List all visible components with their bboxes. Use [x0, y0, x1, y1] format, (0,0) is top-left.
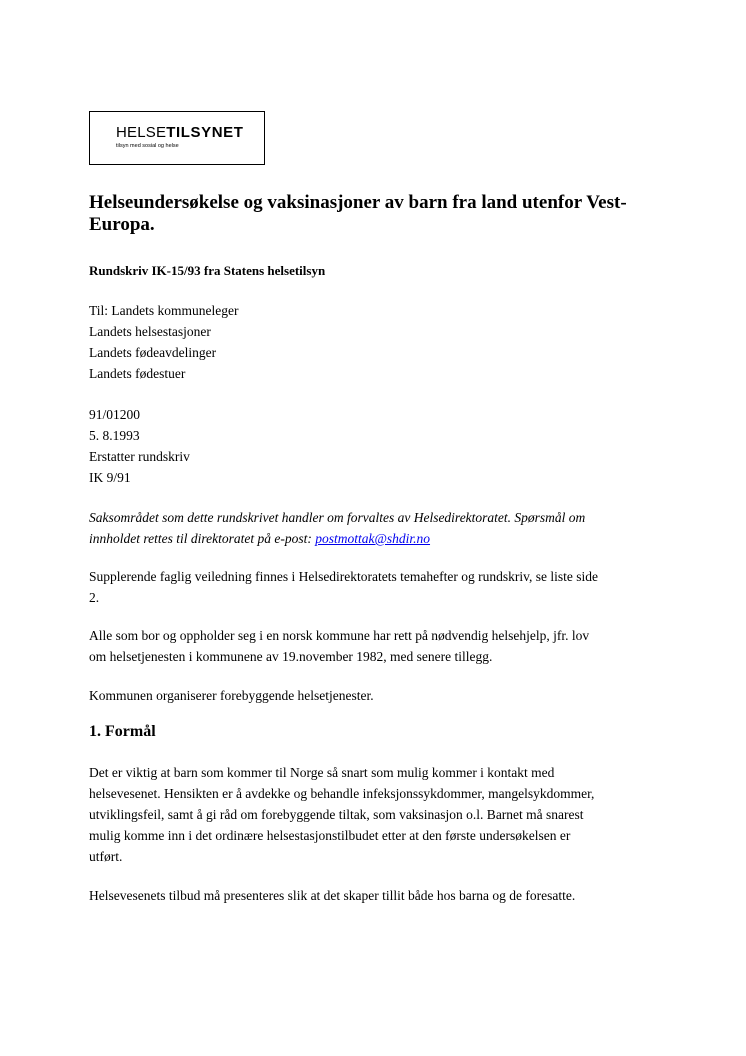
notice-prefix: innholdet rettes til direktoratet på e-post: [89, 531, 316, 546]
paragraph-line: Det er viktig at barn som kommer til Norge så snart som mulig kommer i kontakt med [89, 765, 555, 780]
email-link[interactable]: postmottak@shdir.no [315, 531, 431, 546]
paragraph-line: Alle som bor og oppholder seg i en norsk kommune har rett på nødvendig helsehjelp, jfr. lov [89, 628, 590, 643]
reference-number: 91/01200 [89, 407, 141, 422]
paragraph-line: Helsevesenets tilbud må presenteres slik at det skaper tillit både hos barna og de foresatte. [89, 888, 576, 903]
logo-tagline: tilsyn med sosial og helse [116, 143, 179, 149]
document-subtitle: Rundskriv IK-15/93 fra Statens helsetilsyn [89, 263, 326, 278]
recipient-line: Til: Landets kommuneleger [89, 303, 239, 318]
recipient-line: Landets fødestuer [89, 366, 186, 381]
helsetilsynet-logo [89, 111, 265, 165]
section-paragraph-trust [89, 885, 575, 906]
logo-word-thin: HELSE [116, 124, 167, 141]
reference-block [89, 404, 190, 488]
logo-word-bold: TILSYNET [166, 124, 244, 141]
paragraph-line: Kommunen organiserer forebyggende helsetjenester. [89, 688, 374, 703]
paragraph-line: 2. [89, 590, 100, 605]
paragraph-line: helsevesenet. Hensikten er å avdekke og behandle infeksjonssykdommer, mangelsykdommer, [89, 786, 595, 801]
logo-wordmark [116, 124, 244, 141]
paragraph-rights [89, 625, 589, 667]
paragraph-line: mulig komme inn i det ordinære helsestasjonstilbudet etter at den første undersøkelsen er [89, 828, 571, 843]
document-date: 5. 8.1993 [89, 428, 140, 443]
paragraph-line: utviklingsfeil, samt å gi råd om forebyggende tiltak, som vaksinasjon o.l. Barnet må snarest [89, 807, 584, 822]
section-paragraph-purpose [89, 762, 594, 867]
notice-line: Saksområdet som dette rundskrivet handler om forvaltes av Helsedirektoratet. Spørsmål om [89, 510, 586, 525]
paragraph-municipality [89, 685, 374, 706]
paragraph-line: utført. [89, 849, 123, 864]
paragraph-line: Supplerende faglig veiledning finnes i Helsedirektoratets temahefter og rundskriv, se liste side [89, 569, 598, 584]
document-title: Helseundersøkelse og vaksinasjoner av barn fra land utenfor Vest-Europa. [89, 192, 627, 235]
section-heading-formal: 1. Formål [89, 723, 156, 740]
recipient-line: Landets helsestasjoner [89, 324, 211, 339]
paragraph-line: om helsetjenesten i kommunene av 19.november 1982, med senere tillegg. [89, 649, 493, 664]
paragraph-supplementary [89, 566, 598, 608]
notice-line [89, 528, 585, 549]
replaces-reference: IK 9/91 [89, 470, 131, 485]
replaces-label: Erstatter rundskriv [89, 449, 190, 464]
recipient-line: Landets fødeavdelinger [89, 345, 217, 360]
notice-block [89, 507, 585, 549]
recipients-block [89, 300, 238, 384]
